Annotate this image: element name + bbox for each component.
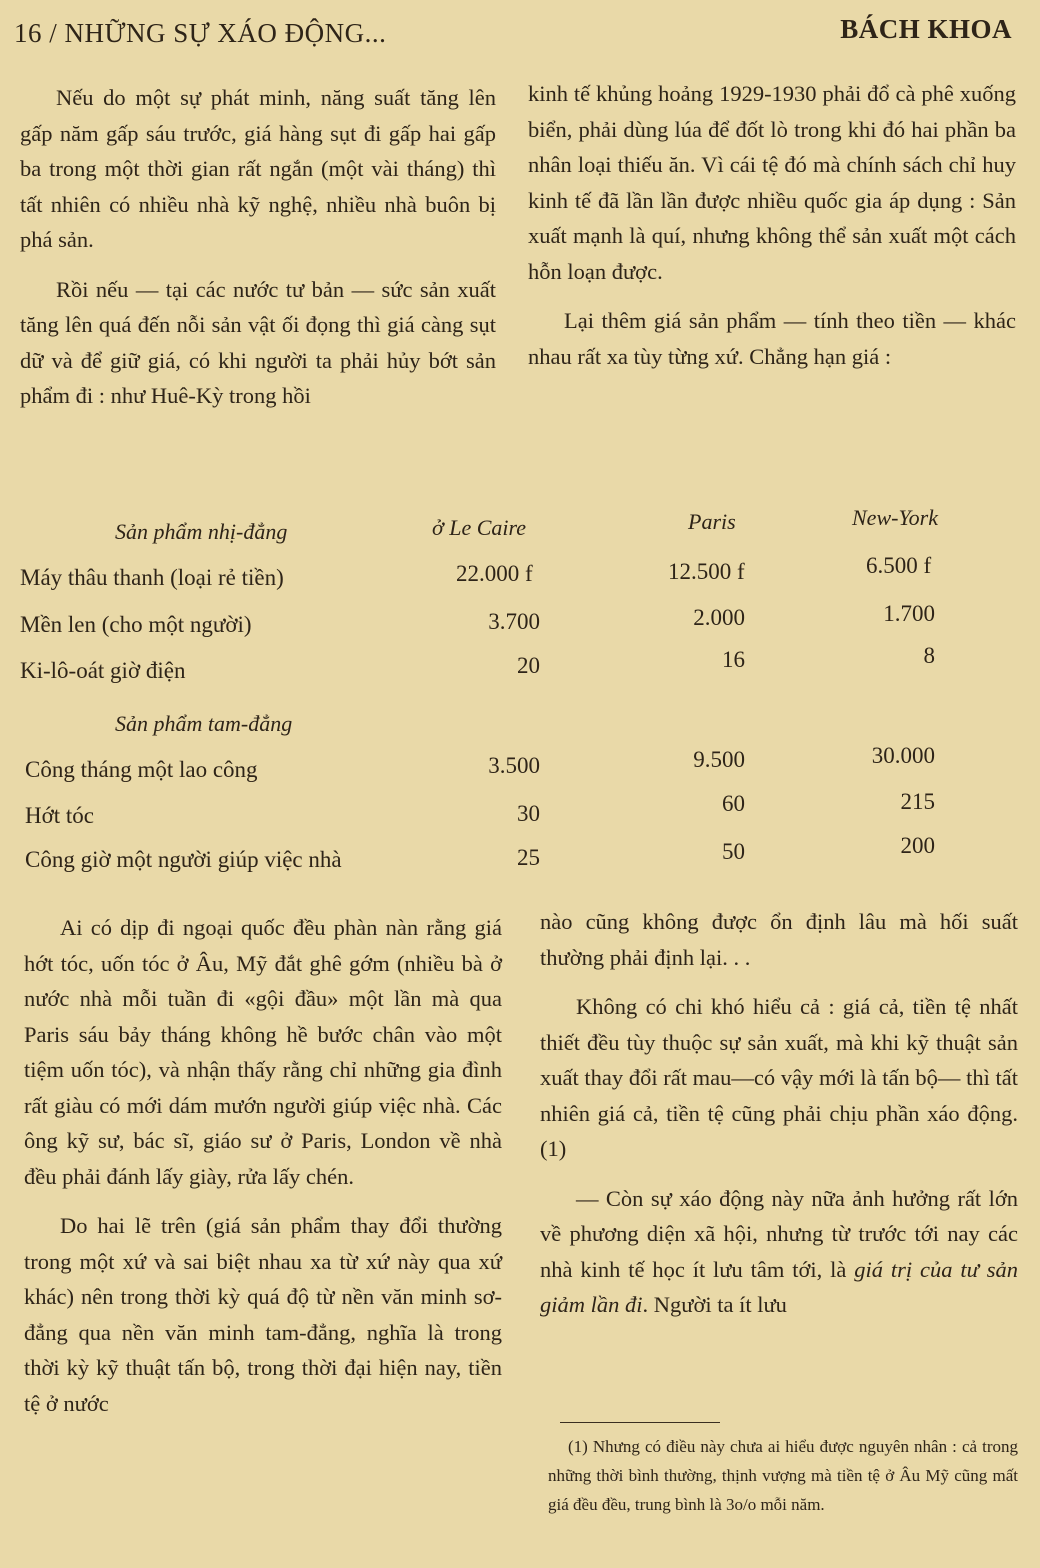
- column-top-right: [528, 76, 1016, 388]
- group-heading: Sản phẩm nhị-đẳng: [115, 519, 288, 544]
- row-label: Máy thâu thanh (loại rẻ tiền): [20, 565, 284, 590]
- footnote: [548, 1432, 1018, 1519]
- cell-value: 1.700: [883, 601, 935, 626]
- paragraph: kinh tế khủng hoảng 1929-1930 phải đổ cà phê xuống biển, phải dùng lúa để đốt lò trong khi đó hai phần ba nhân loại thiếu ăn. Vì cái tệ đó mà chính sách chỉ huy kinh tế đã lần lần được nhiều quốc gia áp dụng : Sản xuất mạnh là quí, nhưng không thể sản xuất một cách hỗn loạn được.: [528, 81, 1016, 284]
- row-label: Mền len (cho một người): [20, 612, 252, 637]
- cell-value: 12.500 f: [668, 559, 745, 584]
- row-label: Hớt tóc: [25, 803, 95, 828]
- column-top-left: [20, 80, 496, 428]
- column-heading: ở Le Caire: [432, 515, 527, 540]
- cell-value: 25: [517, 845, 540, 870]
- cell-value: 30.000: [871, 743, 935, 768]
- price-table: [20, 505, 1020, 885]
- paragraph: nào cũng không được ổn định lâu mà hối suất thường phải định lại. . .: [540, 909, 1018, 970]
- cell-value: 215: [900, 789, 935, 814]
- footnote-text: (1) Nhưng có điều này chưa ai hiểu được nguyên nhân : cả trong những thời bình thường, thịnh vượng mà tiền tệ ở Âu Mỹ cũng mất giá đều đều, trung bình là 3o/o mỗi năm.: [548, 1437, 1018, 1514]
- cell-value: 22.000 f: [456, 561, 533, 586]
- row-label: Công tháng một lao công: [25, 757, 258, 782]
- paragraph-text: . Người ta ít lưu: [642, 1292, 787, 1317]
- cell-value: 60: [722, 791, 745, 816]
- paragraph: [540, 1181, 1018, 1323]
- cell-value: 2.000: [693, 605, 745, 630]
- column-heading: Paris: [688, 509, 736, 534]
- paragraph: Lại thêm giá sản phẩm — tính theo tiền — khác nhau rất xa tùy từng xứ. Chẳng hạn giá :: [528, 308, 1016, 369]
- cell-value: 16: [722, 647, 745, 672]
- cell-value: 30: [517, 801, 540, 826]
- column-bottom-right: [540, 904, 1018, 1337]
- cell-value: 8: [923, 643, 935, 668]
- paragraph: Ai có dịp đi ngoại quốc đều phàn nàn rằng giá hớt tóc, uốn tóc ở Âu, Mỹ đắt ghê gớm (nhiều bà ở nước nhà mỗi tuần đi «gội đầu» một lần mà qua Paris sáu bảy tháng không hề bước chân vào một tiệm uốn tóc), và nhận thấy rằng chỉ những gia đình rất giàu có mới dám mướn người giúp việc nhà. Các ông kỹ sư, bác sĩ, giáo sư ở Paris, London về nhà đều phải đánh lấy giày, rửa lấy chén.: [24, 915, 502, 1189]
- cell-value: 20: [517, 653, 540, 678]
- paragraph: Rồi nếu — tại các nước tư bản — sức sản xuất tăng lên quá đến nỗi sản vật ối đọng thì giá càng sụt dữ và để giữ giá, có khi người ta phải hủy bớt sản phẩm đi : như Huê-Kỳ trong hồi: [20, 276, 496, 408]
- column-bottom-left: [24, 910, 502, 1435]
- paragraph: Nếu do một sự phát minh, năng suất tăng lên gấp năm gấp sáu trước, giá hàng sụt đi gấp hai gấp ba trong một thời gian rất ngắn (một vài tháng) thì tất nhiên có nhiều nhà kỹ nghệ, nhiều nhà buôn bị phá sản.: [20, 85, 496, 252]
- group-heading: Sản phẩm tam-đẳng: [115, 711, 293, 736]
- row-label: Ki-lô-oát giờ điện: [20, 658, 186, 683]
- cell-value: 6.500 f: [866, 553, 932, 578]
- emphasized-phrase: giá trị của tư sản giảm lần đi: [540, 1256, 1018, 1317]
- cell-value: 200: [900, 833, 935, 858]
- column-heading: New-York: [852, 505, 938, 530]
- running-header: [14, 10, 1012, 60]
- cell-value: 3.500: [488, 753, 540, 778]
- row-label: Công giờ một người giúp việc nhà: [25, 847, 342, 872]
- paragraph: Do hai lẽ trên (giá sản phẩm thay đổi thường trong một xứ và sai biệt nhau xa từ xứ này qua xứ khác) nên trong thời kỳ quá độ từ nền văn minh sơ-đẳng qua nền văn minh tam-đẳng, nghĩa là trong thời kỳ kỹ thuật tấn bộ, trong thời đại hiện nay, tiền tệ ở nước: [24, 1213, 502, 1416]
- cell-value: 50: [722, 839, 745, 864]
- page-number-and-title: 16 / NHỮNG SỰ XÁO ĐỘNG...: [14, 18, 387, 48]
- magazine-name: BÁCH KHOA: [840, 14, 1012, 44]
- footnote-rule: [560, 1422, 720, 1423]
- cell-value: 3.700: [488, 609, 540, 634]
- paragraph-text: — Còn sự xáo động này nữa ảnh hưởng rất lớn về phương diện xã hội, nhưng từ trước tới nay các nhà kinh tế học ít lưu tâm tới, là: [540, 1185, 1018, 1282]
- paragraph: Không có chi khó hiểu cả : giá cả, tiền tệ nhất thiết đều tùy thuộc sự sản xuất, mà khi kỹ thuật sản xuất thay đổi rất mau—có vậy mới là tấn bộ— thì tất nhiên giá cả, tiền tệ cũng phải chịu phần xáo động. (1): [540, 994, 1018, 1161]
- cell-value: 9.500: [693, 747, 745, 772]
